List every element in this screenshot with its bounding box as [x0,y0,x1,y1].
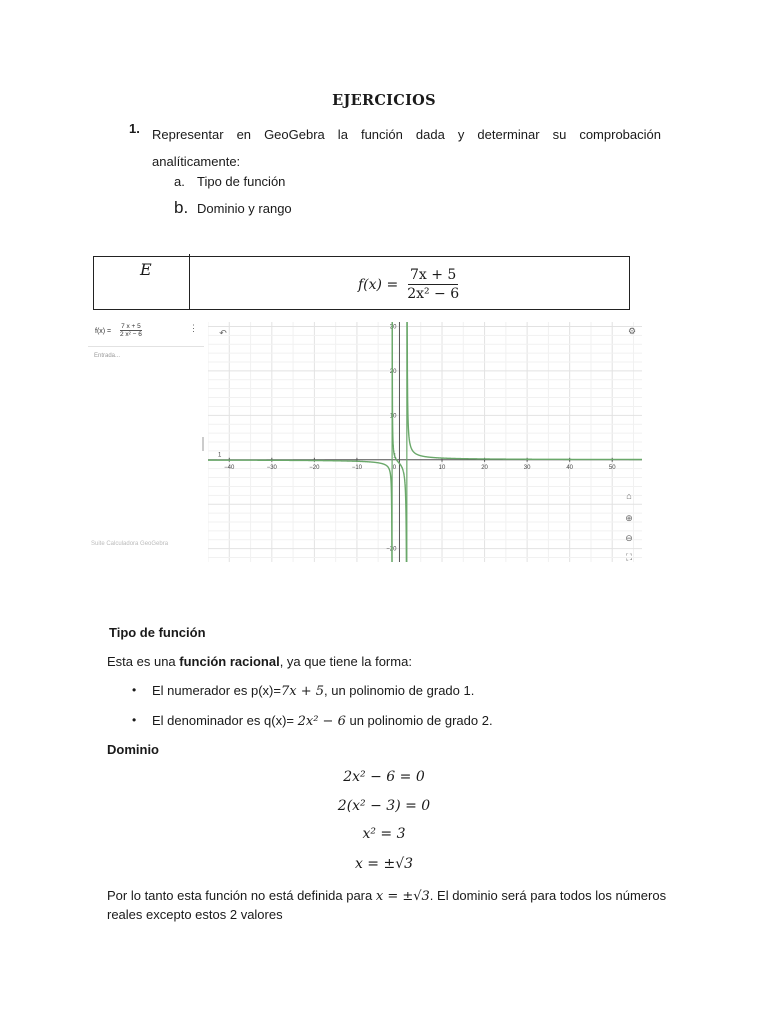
bullet1-post: , un polinomio de grado 1. [324,683,475,698]
exercise-text: Representar en GeoGebra la función dada y determinar su comprobación analíticamente: [152,127,661,169]
function-curve-branch [208,460,392,562]
geogebra-footer: Suite Calculadora GeoGebra [91,541,169,547]
algebra-denominator: 2 x² − 6 [120,331,142,338]
x-tick-label: 40 [566,464,574,471]
zoom-out-icon[interactable]: ⊖ [625,532,633,543]
y-tick-label: 10 [389,413,397,420]
bullet1-math: 7x + 5 [280,684,325,699]
more-vert-icon[interactable]: ⋮ [189,323,198,333]
conclusion-post: . El dominio será para todos los números reales excepto estos 2 valores [107,888,667,922]
algebra-numerator: 7 x + 5 [121,323,141,330]
function-formula [358,267,459,302]
equation-4: x = ±√3 [354,856,414,872]
item-b-text: Dominio y rango [197,201,292,216]
item-a-letter: a. [174,174,185,189]
x-tick-label: −30 [266,464,277,471]
algebra-fraction [120,323,142,338]
bullet-denominador [152,713,493,729]
formula-denominator: 2x² − 6 [407,286,460,302]
exercise-number: 1. [129,121,140,136]
dominio-conclusion [107,887,667,924]
panel-splitter-handle[interactable] [202,437,204,451]
x-tick-label: 10 [438,464,446,471]
bullet-numerador [152,683,474,699]
bullet-icon: • [132,713,137,727]
y-tick-labels [218,324,397,552]
item-b-letter: b. [174,198,189,217]
fullscreen-icon[interactable]: ⛶ [625,551,633,562]
tipo-intro-pre: Esta es una [107,654,180,669]
home-icon[interactable]: ⌂ [626,491,632,501]
plot-grid [208,322,642,562]
formula-fraction [407,267,459,302]
tipo-intro-post: , ya que tiene la forma: [279,654,412,669]
x-tick-label: −20 [309,464,320,471]
y-tick-label: 20 [389,368,397,375]
bullet-icon: • [132,683,137,697]
equation-2: 2(x² − 3) = 0 [337,798,431,814]
section-heading-dominio: Dominio [107,742,159,757]
function-table [93,256,630,310]
conclusion-math: x = ±√3 [375,889,430,904]
formula-lhs: f(x) = [358,276,399,293]
y-tick-label: 30 [389,324,397,331]
bullet2-post: un polinomio de grado 2. [345,713,493,728]
geogebra-algebra-panel [88,320,204,560]
x-tick-label: 50 [608,464,616,471]
table-label: E [140,260,152,279]
x-tick-label: −40 [224,464,235,471]
tipo-intro-bold: función racional [179,654,280,669]
bullet2-pre: El denominador es q(x)= [152,713,298,728]
y-tick-label-left: 1 [218,452,222,459]
conclusion-pre: Por lo tanto esta función no está definida para [107,888,376,903]
algebra-entry-row[interactable] [88,320,204,347]
undo-icon[interactable]: ↶ [219,327,227,338]
y-tick-label: 1 [393,453,397,460]
y-tick-label: −20 [386,546,397,553]
equation-1: 2x² − 6 = 0 [343,769,425,785]
bullet1-pre: El numerador es p(x)= [152,683,281,698]
x-tick-label: 0 [392,464,397,471]
bullet2-math: 2x² − 6 [297,714,346,729]
geogebra-graphics-view[interactable] [208,322,642,562]
page-title: EJERCICIOS [332,92,436,109]
x-tick-label: 30 [523,464,531,471]
function-plot[interactable] [208,322,642,562]
gear-icon[interactable]: ⚙ [627,325,637,336]
item-a-text: Tipo de función [197,174,286,189]
equation-3: x² = 3 [362,826,406,842]
algebra-input[interactable]: Entrada... [94,353,121,359]
tipo-intro [107,654,412,669]
x-tick-label: −10 [351,464,363,471]
section-heading-tipo: Tipo de función [109,625,206,640]
zoom-in-icon[interactable]: ⊕ [625,512,633,523]
algebra-function-label: f(x) = [95,328,112,335]
x-tick-label: 20 [481,464,488,471]
formula-numerator: 7x + 5 [409,267,457,283]
